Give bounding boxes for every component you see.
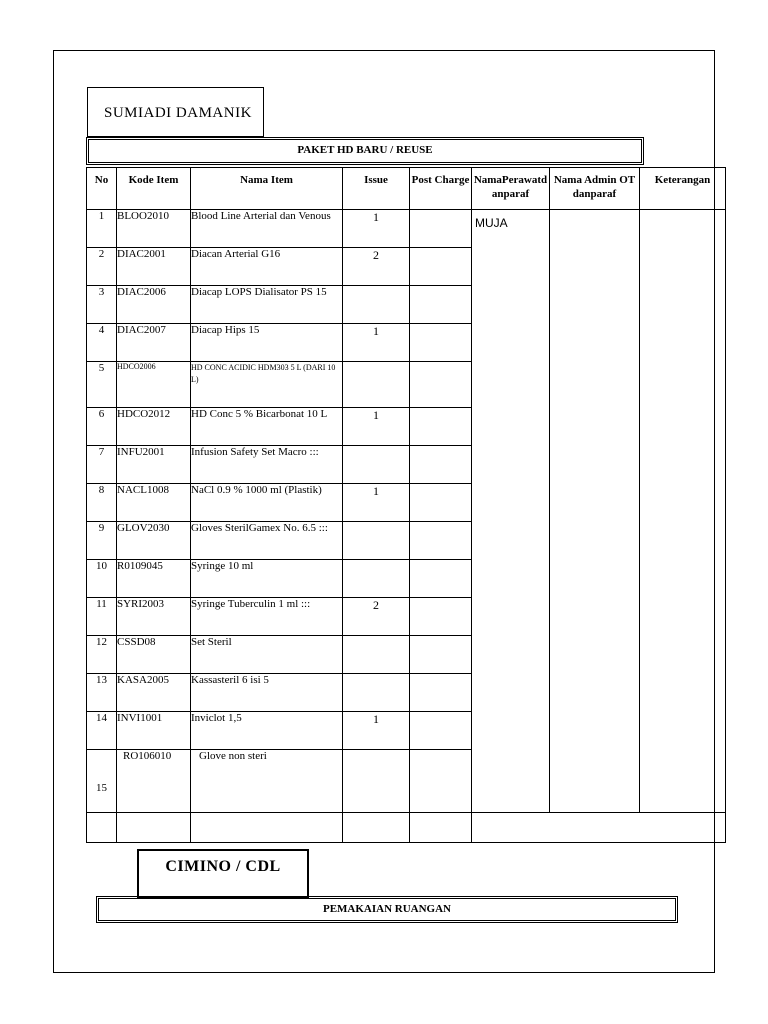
row-issue: 1 (343, 324, 410, 362)
items-table (86, 167, 726, 843)
row-kode-item: INFU2001 (117, 446, 191, 484)
empty-cell (343, 813, 410, 843)
header-nama-admin: Nama Admin OT danparaf (550, 168, 640, 210)
table-header-row (87, 168, 726, 210)
row-post-charge (410, 446, 472, 484)
empty-cell (87, 813, 117, 843)
row-issue (343, 446, 410, 484)
row-no: 6 (87, 408, 117, 446)
row-post-charge (410, 484, 472, 522)
row-kode-item: R0109045 (117, 560, 191, 598)
row-post-charge (410, 522, 472, 560)
row-post-charge (410, 210, 472, 248)
row-kode-item: GLOV2030 (117, 522, 191, 560)
row-no: 14 (87, 712, 117, 750)
row-kode-item: BLOO2010 (117, 210, 191, 248)
row-kode-item: DIAC2001 (117, 248, 191, 286)
empty-cell (410, 813, 472, 843)
row-no: 13 (87, 674, 117, 712)
empty-cell (191, 813, 343, 843)
row-issue (343, 286, 410, 324)
paket-title: PAKET HD BARU / REUSE (86, 137, 644, 165)
row-nama-item: Diacap LOPS Dialisator PS 15 (191, 286, 343, 324)
row-kode-item: NACL1008 (117, 484, 191, 522)
row-no: 11 (87, 598, 117, 636)
row-post-charge (410, 362, 472, 408)
row-no: 4 (87, 324, 117, 362)
row-post-charge (410, 674, 472, 712)
row-no: 7 (87, 446, 117, 484)
row-no: 2 (87, 248, 117, 286)
row-nama-item: Syringe Tuberculin 1 ml ::: (191, 598, 343, 636)
row-no: 3 (87, 286, 117, 324)
row-no: 12 (87, 636, 117, 674)
row-nama-item: Inviclot 1,5 (191, 712, 343, 750)
row-post-charge (410, 286, 472, 324)
empty-cell (472, 813, 726, 843)
perawat-value: MUJA (475, 216, 508, 230)
nama-admin-cell (550, 210, 640, 813)
row-issue: 1 (343, 408, 410, 446)
header-no: No (87, 168, 117, 210)
row-kode-item: SYRI2003 (117, 598, 191, 636)
row-issue (343, 674, 410, 712)
row-no: 10 (87, 560, 117, 598)
row-nama-item: Diacap Hips 15 (191, 324, 343, 362)
row-issue (343, 750, 410, 813)
header-issue: Issue (343, 168, 410, 210)
row-nama-item: Gloves SterilGamex No. 6.5 ::: (191, 522, 343, 560)
row-post-charge (410, 636, 472, 674)
patient-name: SUMIADI DAMANIK (87, 87, 264, 137)
row-nama-item: Glove non steri (191, 750, 343, 813)
row-no: 15 (87, 750, 117, 813)
row-no: 1 (87, 210, 117, 248)
row-post-charge (410, 750, 472, 813)
row-no: 9 (87, 522, 117, 560)
row-nama-item: HD CONC ACIDIC HDM303 5 L (DARI 10 L) (191, 362, 343, 408)
row-issue: 1 (343, 712, 410, 750)
row-nama-item: Set Steril (191, 636, 343, 674)
row-nama-item: Kassasteril 6 isi 5 (191, 674, 343, 712)
row-kode-item: RO106010 (117, 750, 191, 813)
row-kode-item: DIAC2007 (117, 324, 191, 362)
row-nama-item: Diacan Arterial G16 (191, 248, 343, 286)
row-no: 5 (87, 362, 117, 408)
row-nama-item: NaCl 0.9 % 1000 ml (Plastik) (191, 484, 343, 522)
row-no: 8 (87, 484, 117, 522)
row-nama-item: Blood Line Arterial dan Venous (191, 210, 343, 248)
row-post-charge (410, 248, 472, 286)
row-post-charge (410, 324, 472, 362)
row-kode-item: HDCO2012 (117, 408, 191, 446)
row-post-charge (410, 560, 472, 598)
row-nama-item: Infusion Safety Set Macro ::: (191, 446, 343, 484)
row-post-charge (410, 598, 472, 636)
row-kode-item: CSSD08 (117, 636, 191, 674)
empty-cell (117, 813, 191, 843)
table-row (87, 813, 726, 843)
nama-perawat-cell (472, 210, 550, 813)
cimino-cdl-label: CIMINO / CDL (137, 849, 309, 899)
row-issue: 2 (343, 248, 410, 286)
pemakaian-ruangan-label: PEMAKAIAN RUANGAN (96, 896, 678, 923)
row-issue (343, 636, 410, 674)
row-kode-item: HDCO2006 (117, 362, 191, 408)
row-issue (343, 522, 410, 560)
row-kode-item: DIAC2006 (117, 286, 191, 324)
row-kode-item: INVI1001 (117, 712, 191, 750)
header-keterangan: Keterangan (640, 168, 726, 210)
row-issue (343, 560, 410, 598)
row-issue: 1 (343, 484, 410, 522)
header-post-charge: Post Charge (410, 168, 472, 210)
row-issue (343, 362, 410, 408)
header-nama-item: Nama Item (191, 168, 343, 210)
row-nama-item: Syringe 10 ml (191, 560, 343, 598)
table-row (87, 210, 726, 248)
header-kode-item: Kode Item (117, 168, 191, 210)
row-issue: 1 (343, 210, 410, 248)
keterangan-cell (640, 210, 726, 813)
row-kode-item: KASA2005 (117, 674, 191, 712)
row-issue: 2 (343, 598, 410, 636)
row-post-charge (410, 712, 472, 750)
header-nama-perawat: NamaPerawatdanparaf (472, 168, 550, 210)
row-nama-item: HD Conc 5 % Bicarbonat 10 L (191, 408, 343, 446)
row-post-charge (410, 408, 472, 446)
